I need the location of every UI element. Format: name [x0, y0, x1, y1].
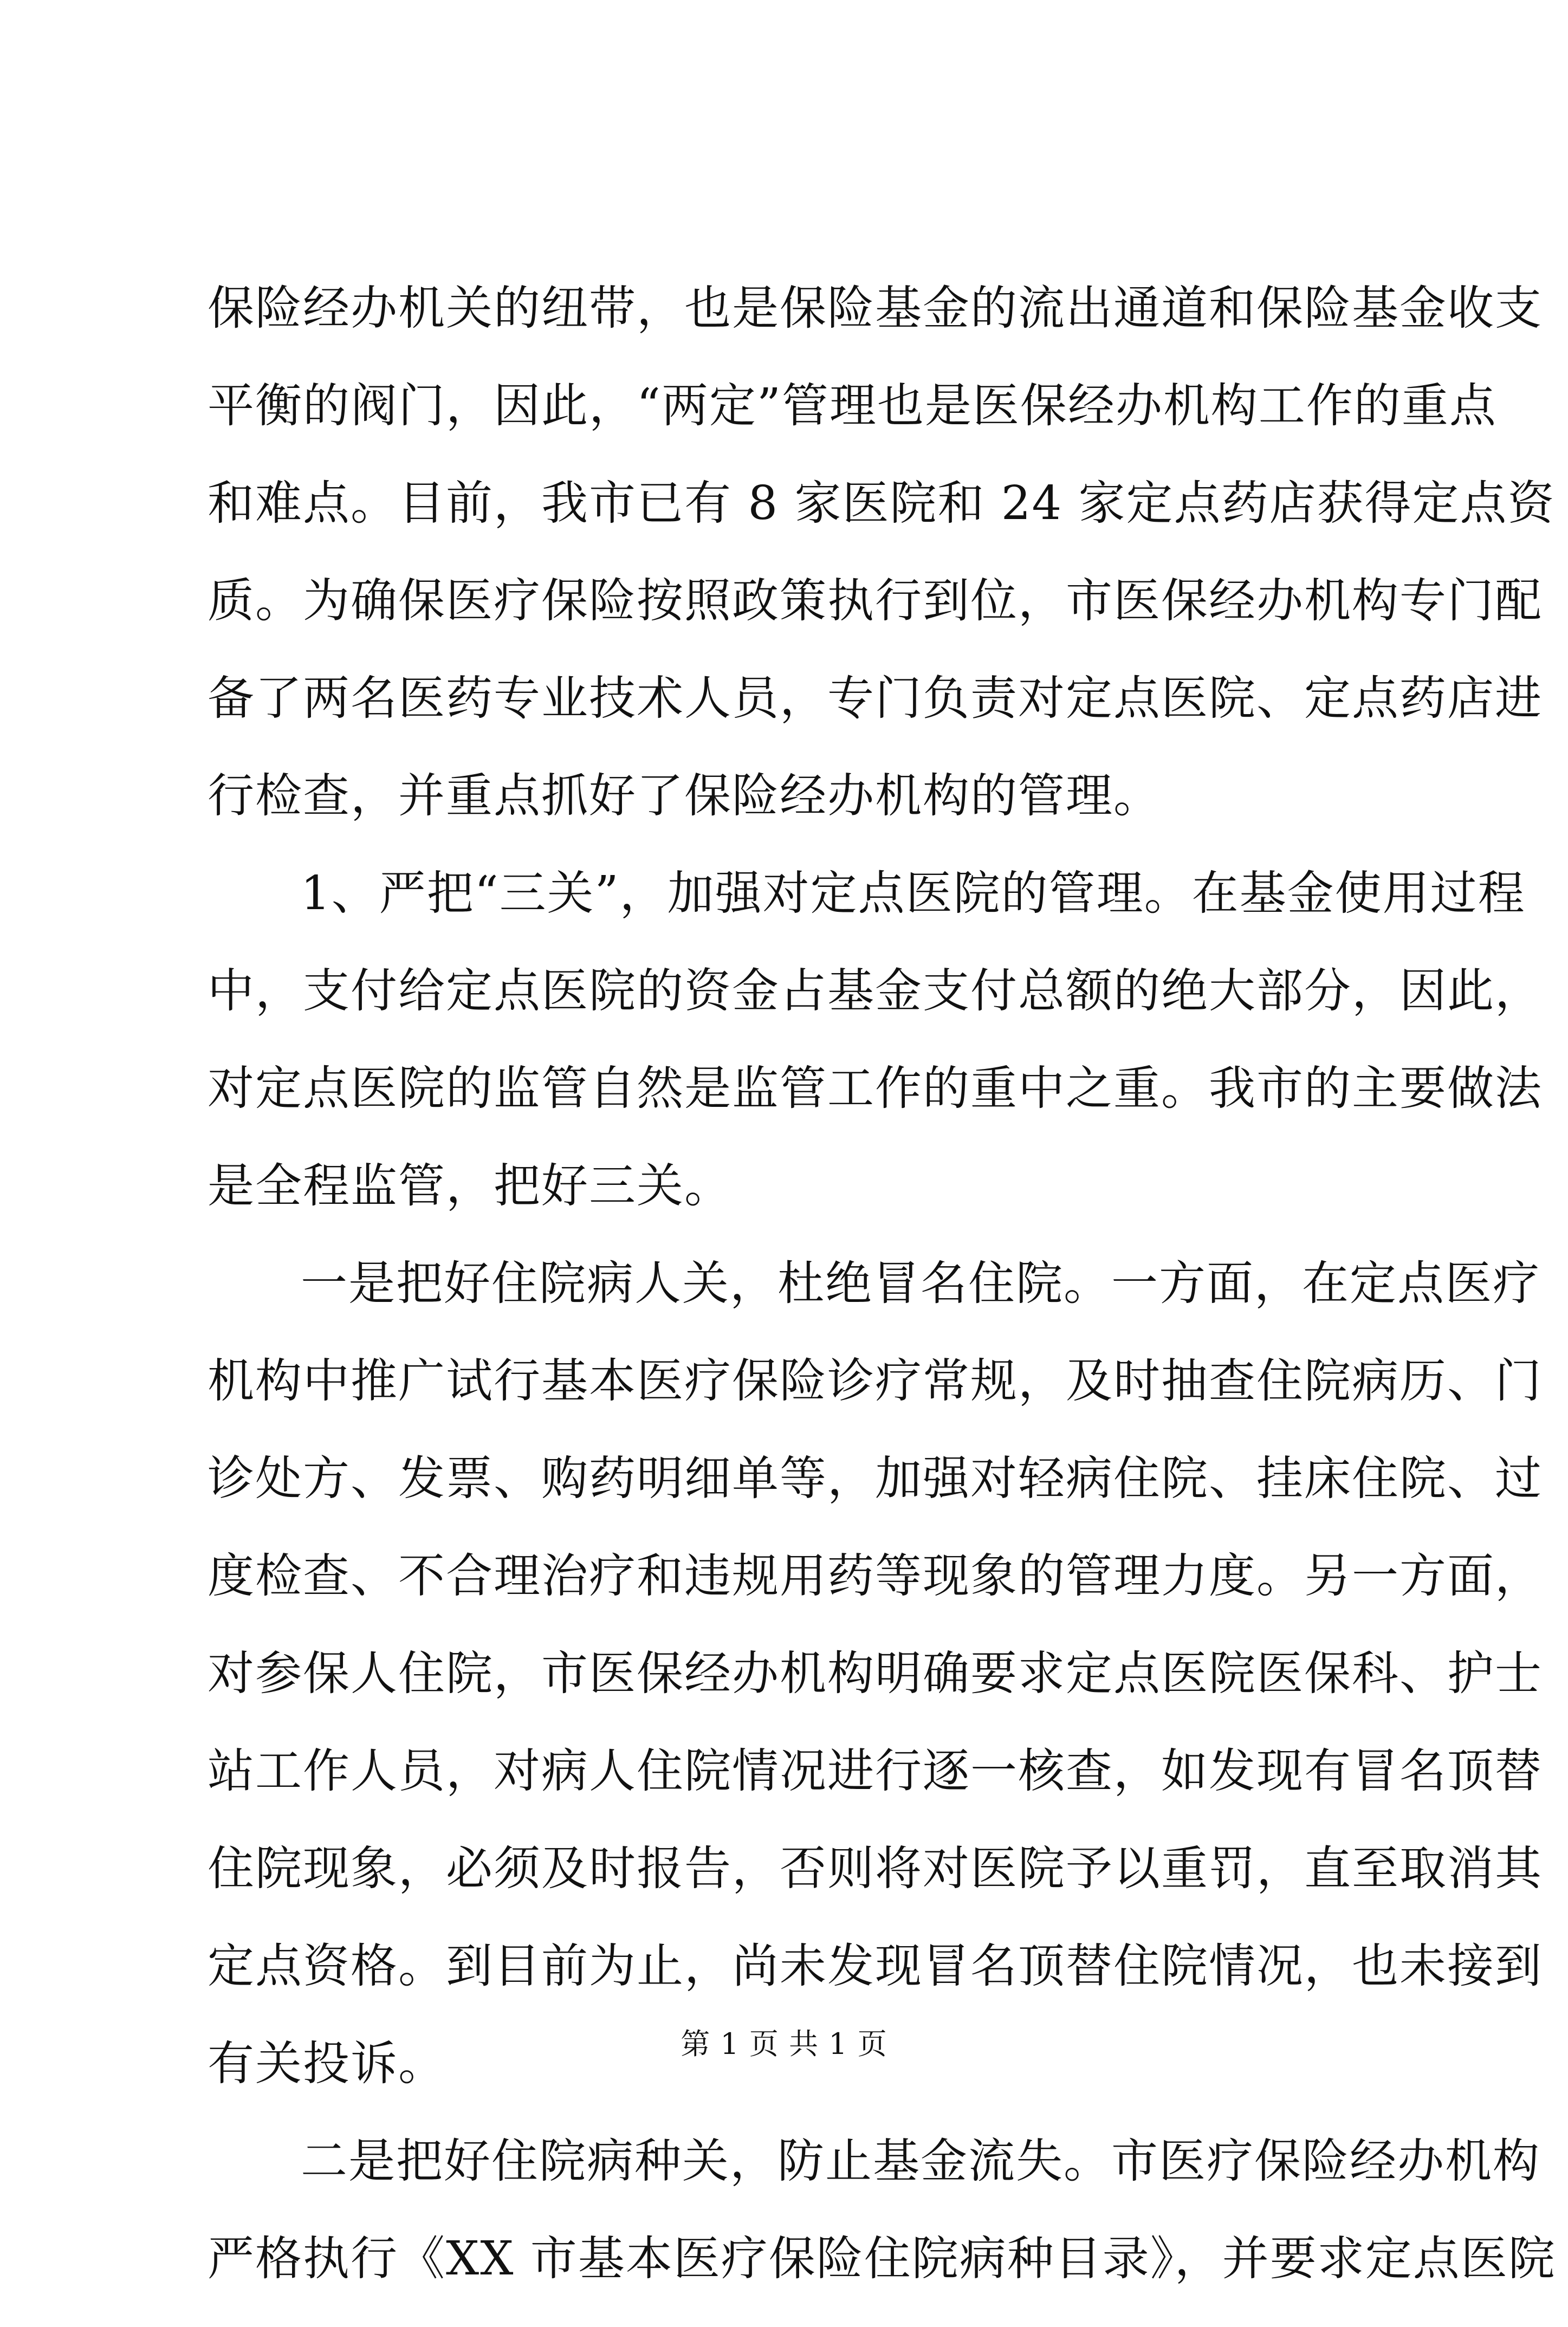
text-line: 行检查，并重点抓好了保险经办机构的管理。	[208, 769, 1161, 823]
text-line: 保险经办机关的纽带，也是保险基金的流出通道和保险基金收支	[208, 281, 1543, 335]
text-line: 1、严把“三关”，加强对定点医院的管理。在基金使用过程	[301, 866, 1526, 921]
document-body	[208, 279, 1556, 2327]
text-line: 质。为确保医疗保险按照政策执行到位，市医保经办机构专门配	[208, 574, 1543, 628]
text-line: 平衡的阀门，因此，“两定”管理也是医保经办机构工作的重点	[208, 379, 1497, 433]
text-line: 和难点。目前，我市已有 8 家医院和 24 家定点药店获得定点资	[208, 476, 1556, 530]
text-line: 是全程监管，把好三关。	[208, 1159, 732, 1213]
text-line: 机构中推广试行基本医疗保险诊疗常规，及时抽查住院病历、门	[208, 1354, 1543, 1408]
text-line: 诊处方、发票、购药明细单等，加强对轻病住院、挂床住院、过	[208, 1451, 1543, 1506]
text-line: 备了两名医药专业技术人员，专门负责对定点医院、定点药店进	[208, 671, 1543, 725]
text-line: 对参保人住院，市医保经办机构明确要求定点医院医保科、护士	[208, 1647, 1543, 1701]
text-line: 有关投诉。	[208, 2037, 446, 2091]
text-line: 度检查、不合理治疗和违规用药等现象的管理力度。另一方面，	[208, 1549, 1543, 1603]
text-line: 定点资格。到目前为止，尚未发现冒名顶替住院情况，也未接到	[208, 1939, 1543, 1993]
text-line: 对定点医院的监管自然是监管工作的重中之重。我市的主要做法	[208, 1061, 1543, 1116]
text-line: 中，支付给定点医院的资金占基金支付总额的绝大部分，因此，	[208, 964, 1543, 1018]
text-line: 二是把好住院病种关，防止基金流失。市医疗保险经办机构	[301, 2134, 1540, 2188]
page-footer: 第 1 页 共 1 页	[681, 2027, 887, 2061]
text-line: 一是把好住院病人关，杜绝冒名住院。一方面，在定点医疗	[301, 1256, 1540, 1311]
text-line: 站工作人员，对病人住院情况进行逐一核查，如发现有冒名顶替	[208, 1744, 1543, 1798]
text-line: 严格执行《XX 市基本医疗保险住院病种目录》，并要求定点医院	[208, 2232, 1556, 2286]
text-line: 住院现象，必须及时报告，否则将对医院予以重罚，直至取消其	[208, 1842, 1543, 1896]
